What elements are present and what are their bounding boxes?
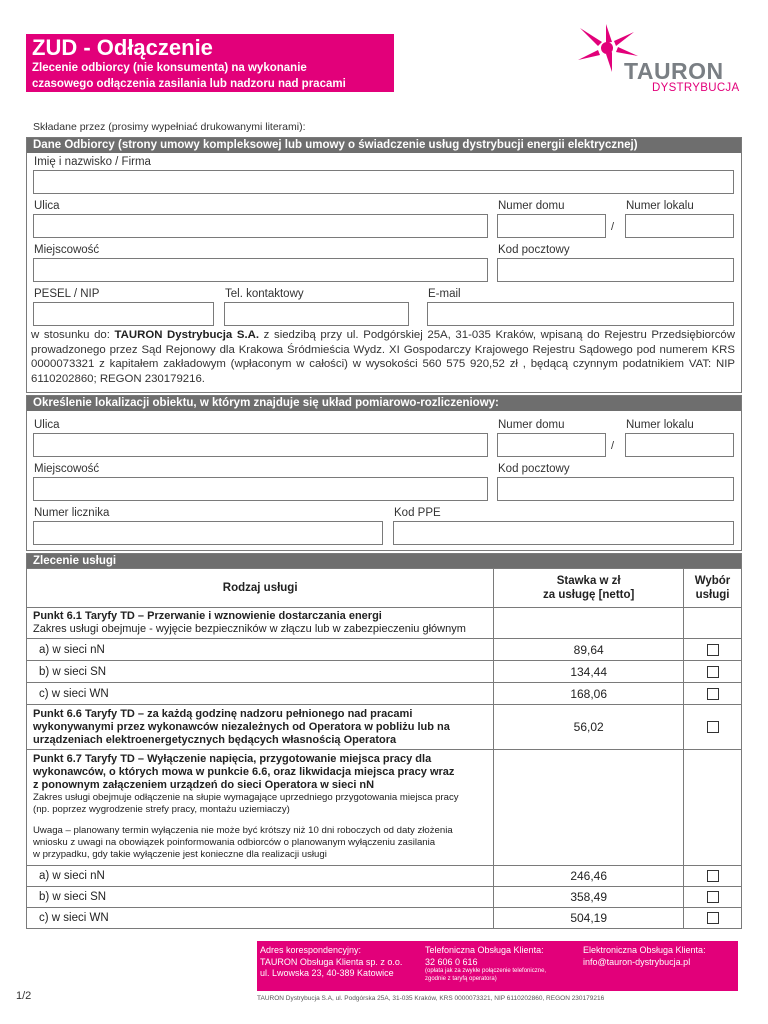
- contact-footer: [257, 941, 738, 991]
- p66-checkbox[interactable]: [707, 721, 719, 733]
- para-company: TAURON Dystrybucja S.A.: [114, 329, 260, 341]
- footer-email-title: Elektroniczna Obsługa Klienta:: [583, 945, 706, 955]
- intro-text: Składane przez (prosimy wypełniać drukowanymi literami):: [33, 121, 306, 133]
- logo-brand-text: TAURON: [624, 58, 724, 84]
- location-street-label: Ulica: [34, 419, 60, 431]
- p61-description: Zakres usługi obejmuje - wyjęcie bezpieczników w złączu lub w zabezpieczeniu głównym: [33, 623, 466, 635]
- footer-phone-note-1: (opłata jak za zwykłe połączenie telefoniczne,: [425, 968, 547, 974]
- meter-number-label: Numer licznika: [34, 507, 110, 519]
- col-rate-line-2: za usługę [netto]: [542, 589, 635, 601]
- p67-row-b-label: b) w sieci SN: [27, 887, 494, 908]
- email-label: E-mail: [428, 288, 461, 300]
- location-section-heading: Określenie lokalizacji obiektu, w którym znajduje się układ pomiarowo-rozliczeniowy:: [27, 396, 741, 411]
- p66-row: [27, 705, 742, 750]
- service-section-heading-bar: [26, 553, 742, 569]
- p67-row-c-checkbox[interactable]: [707, 912, 719, 924]
- name-label: Imię i nazwisko / Firma: [34, 156, 151, 168]
- para-rest: z siedzibą przy ul. Podgórskiej 25A, 31-035 Kraków, wpisaną do Rejestru Przedsiębiorców prowadzonego przez Sąd Rejonowy dla Krakowa Śródmieścia Wydz. XI Gospodarczy Krajowego Rejestru Sądowego pod numerem KRS 0000073321 z kapitałem zakładowym (wpłaconym w całości) w wysokości 560 575 920,52 zł , będącą czynnym podatnikiem VAT: NIP 6110202860; REGON 230179216.: [31, 329, 735, 385]
- p61-row-c-label: c) w sieci WN: [27, 683, 494, 705]
- p61-row-c-value: 168,06: [494, 683, 684, 705]
- p66-line-1: Punkt 6.6 Taryfy TD – za każdą godzinę nadzoru pełnionego nad pracami: [33, 707, 413, 720]
- p61-title: Punkt 6.1 Taryfy TD – Przerwanie i wznowienie dostarczania energi: [33, 610, 382, 622]
- house-number-field[interactable]: [497, 214, 606, 238]
- p67-line-1: Punkt 6.7 Taryfy TD – Wyłączenie napięcia, przygotowanie miejsca pracy dla: [33, 753, 432, 765]
- location-flat-number-field[interactable]: [625, 433, 734, 457]
- table-row: [27, 639, 742, 661]
- operator-legal-paragraph: [31, 328, 735, 386]
- email-field[interactable]: [427, 302, 734, 326]
- p67-heading-row: [27, 750, 742, 866]
- p61-row-b-checkbox[interactable]: [707, 666, 719, 678]
- footer-address-title: Adres korespondencyjny:: [260, 945, 362, 955]
- p61-row-a-value: 89,64: [494, 639, 684, 661]
- service-table: [26, 568, 742, 929]
- customer-section-heading: Dane Odbiorcy (strony umowy kompleksowej lub umowy o świadczenie usług dystrybucji energii elektrycznej): [27, 138, 741, 153]
- col-choice: [684, 569, 742, 608]
- p67-note-3: w przypadku, gdy takie wyłączenie jest konieczne dla realizacji usługi: [33, 849, 327, 860]
- city-label: Miejscowość: [34, 244, 100, 256]
- col-rate: [494, 569, 684, 608]
- p66-line-2: wykonywanymi przez wykonawców niezależnych od Operatora w pobliżu lub na: [33, 720, 450, 733]
- p66-value: 56,02: [494, 705, 684, 750]
- service-table-header: [27, 569, 742, 608]
- p67-description-1: Zakres usługi obejmuje odłączenie na słupie wymagające uprzedniego przygotowania miejsca pracy: [33, 792, 459, 803]
- form-subtitle-line-1: Zlecenie odbiorcy (nie konsumenta) na wykonanie: [32, 62, 307, 74]
- col-choice-line-2: usługi: [695, 589, 730, 601]
- logo-sub-text: DYSTRYBUCJA: [652, 82, 740, 94]
- postal-code-label: Kod pocztowy: [498, 244, 570, 256]
- flat-number-field[interactable]: [625, 214, 734, 238]
- p61-row-b-label: b) w sieci SN: [27, 661, 494, 683]
- p67-description-2: (np. poprzez wygrodzenie strefy pracy, montażu uziemiaczy): [33, 804, 290, 815]
- page-number: 1/2: [16, 990, 32, 1002]
- col-rate-line-1: Stawka w zł: [556, 575, 621, 587]
- footer-phone-note-2: zgodnie z taryfą operatora): [425, 975, 497, 982]
- ppe-code-label: Kod PPE: [394, 507, 441, 519]
- location-street-field[interactable]: [33, 433, 488, 457]
- p67-row-a-value: 246,46: [494, 866, 684, 887]
- flat-number-label: Numer lokalu: [626, 200, 694, 212]
- table-row: [27, 661, 742, 683]
- form-title: ZUD - Odłączenie: [32, 35, 213, 60]
- footer-phone: [425, 945, 546, 983]
- p67-line-3: z ponownym załączeniem urządzeń do sieci Operatora w sieci nN: [33, 779, 375, 791]
- col-service-type: Rodzaj usługi: [27, 569, 494, 608]
- meter-number-field[interactable]: [33, 521, 383, 545]
- house-flat-separator: /: [611, 221, 615, 233]
- location-postal-code-field[interactable]: [497, 477, 734, 501]
- location-city-field[interactable]: [33, 477, 488, 501]
- name-field[interactable]: [33, 170, 734, 194]
- customer-section: [26, 137, 742, 393]
- location-city-label: Miejscowość: [34, 463, 100, 475]
- p67-note-2: wniosku z uwagi na obowiązek poinformowania odbiorców o planowanym wyłączeniu zasilania: [33, 837, 436, 848]
- table-row: [27, 908, 742, 929]
- location-house-flat-separator: /: [611, 440, 615, 452]
- tauron-logo: [572, 22, 748, 98]
- postal-code-field[interactable]: [497, 258, 734, 282]
- p61-row-c-checkbox[interactable]: [707, 688, 719, 700]
- p67-row-a-label: a) w sieci nN: [27, 866, 494, 887]
- p67-row-a-checkbox[interactable]: [707, 870, 719, 882]
- location-section: [26, 395, 742, 551]
- p61-row-b-value: 134,44: [494, 661, 684, 683]
- table-row: [27, 887, 742, 908]
- form-title-banner: [26, 34, 394, 92]
- footer-address-line-2: ul. Lwowska 23, 40-389 Katowice: [260, 968, 394, 978]
- col-choice-line-1: Wybór: [694, 575, 731, 587]
- p66-line-3: urządzeniach elektroenergetycznych będących własnością Operatora: [33, 733, 397, 746]
- location-flat-number-label: Numer lokalu: [626, 419, 694, 431]
- house-number-label: Numer domu: [498, 200, 565, 212]
- p67-row-c-value: 504,19: [494, 908, 684, 929]
- footer-phone-title: Telefoniczna Obsługa Klienta:: [425, 945, 544, 955]
- street-field[interactable]: [33, 214, 488, 238]
- footer-address-line-1: TAURON Obsługa Klienta sp. z o.o.: [260, 956, 403, 967]
- p67-line-2: wykonawców, o których mowa w punkcie 6.6, oraz likwidacja miejsca pracy wraz: [33, 766, 455, 778]
- footer-phone-number[interactable]: 32 606 0 616: [425, 956, 478, 967]
- phone-label: Tel. kontaktowy: [225, 288, 304, 300]
- footer-address: [260, 945, 402, 980]
- pesel-nip-field[interactable]: [33, 302, 214, 326]
- p61-heading-row: [27, 608, 742, 639]
- city-field[interactable]: [33, 258, 488, 282]
- footer-legal-line: TAURON Dystrybucja S.A, ul. Podgórska 25A, 31-035 Kraków, KRS 0000073321, NIP 6110202860, REGON 230179216: [257, 995, 605, 1002]
- p67-row-b-value: 358,49: [494, 887, 684, 908]
- p67-row-c-label: c) w sieci WN: [27, 908, 494, 929]
- form-subtitle-line-2: czasowego odłączenia zasilania lub nadzoru nad pracami: [32, 78, 346, 90]
- footer-email-link[interactable]: info@tauron-dystrybucja.pl: [583, 956, 691, 967]
- para-prefix: w stosunku do:: [31, 329, 115, 341]
- street-label: Ulica: [34, 200, 60, 212]
- location-house-number-label: Numer domu: [498, 419, 565, 431]
- p67-note-1: Uwaga – planowany termin wyłączenia nie może być krótszy niż 10 dni roboczych od daty złożenia: [33, 825, 453, 836]
- footer-email: [583, 945, 706, 968]
- location-house-number-field[interactable]: [497, 433, 606, 457]
- p67-row-b-checkbox[interactable]: [707, 891, 719, 903]
- table-row: [27, 683, 742, 705]
- table-row: [27, 866, 742, 887]
- p61-row-a-checkbox[interactable]: [707, 644, 719, 656]
- ppe-code-field[interactable]: [393, 521, 734, 545]
- phone-field[interactable]: [224, 302, 409, 326]
- location-postal-code-label: Kod pocztowy: [498, 463, 570, 475]
- pesel-nip-label: PESEL / NIP: [34, 288, 100, 300]
- service-section-heading: Zlecenie usługi: [27, 554, 741, 569]
- p61-row-a-label: a) w sieci nN: [27, 639, 494, 661]
